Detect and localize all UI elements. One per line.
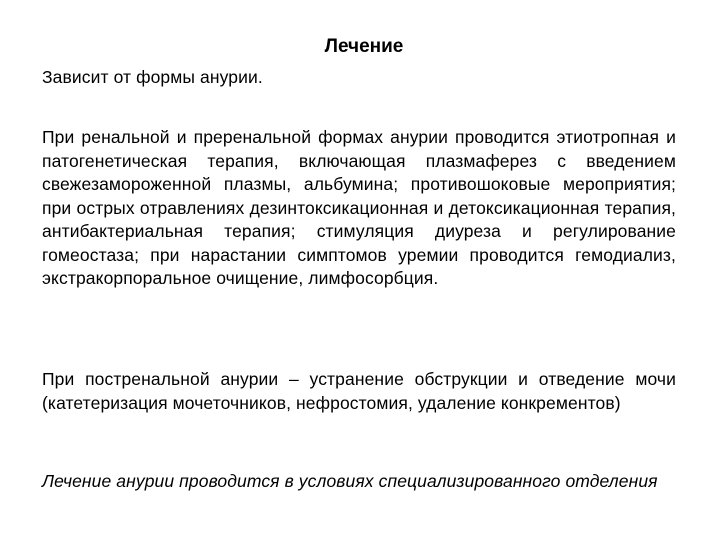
postrenal-treatment-paragraph: При постренальной анурии – устранение обструкции и отведение мочи (катетеризация мочеточников, нефростомия, удаление конкрементов) (42, 369, 676, 413)
slide-title: Лечение (324, 36, 404, 57)
intro-text: Зависит от формы анурии. (42, 67, 263, 87)
renal-treatment-paragraph: При ренальной и преренальной формах анурии проводится этиотропная и патогенетическая терапия, включающая плазмаферез с введением свежезамороженной плазмы, альбумина; противошоковые мероприятия; при острых отравлениях дезинтоксикационная и детоксикационная терапия, антибактериальная терапия; стимуляция диуреза и регулирование гомеостаза; при нарастании симптомов уремии проводится гемодиализ, экстракорпоральное очищение, лимфосорбция. (42, 127, 676, 288)
treatment-setting-note: Лечение анурии проводится в условиях специализированного отделения (42, 471, 658, 491)
